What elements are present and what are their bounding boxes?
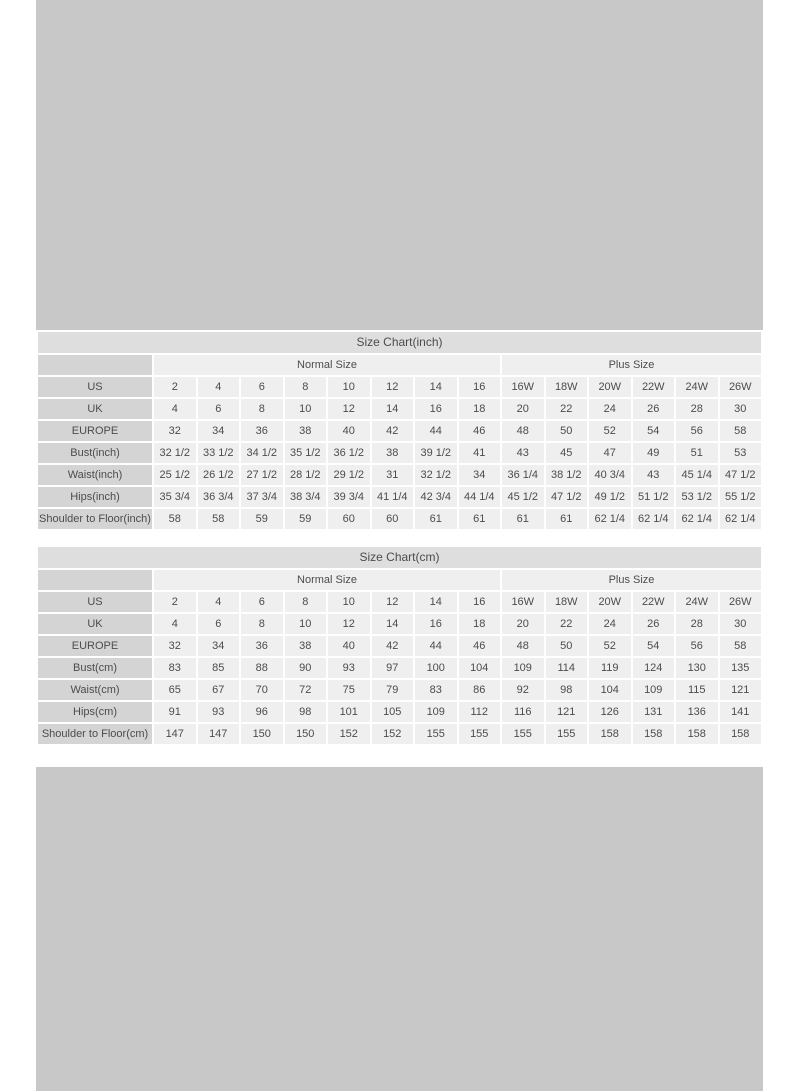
size-value: 27 1/2 — [241, 465, 283, 485]
size-value: 56 — [676, 636, 718, 656]
size-value: 12 — [328, 614, 370, 634]
size-value: 152 — [328, 724, 370, 744]
size-value: 4 — [154, 399, 196, 419]
size-value: 121 — [720, 680, 762, 700]
row-label: Shoulder to Floor(cm) — [38, 724, 152, 744]
size-value: 101 — [328, 702, 370, 722]
size-value: 83 — [154, 658, 196, 678]
table-row — [38, 680, 761, 700]
size-value: 26 1/2 — [198, 465, 240, 485]
size-value: 4 — [154, 614, 196, 634]
size-value: 105 — [372, 702, 414, 722]
size-value: 38 — [285, 421, 327, 441]
size-value: 38 — [372, 443, 414, 463]
size-value: 56 — [676, 421, 718, 441]
size-value: 53 1/2 — [676, 487, 718, 507]
size-value: 152 — [372, 724, 414, 744]
size-value: 26 — [633, 399, 675, 419]
size-value: 24 — [589, 399, 631, 419]
row-label: US — [38, 377, 152, 397]
size-value: 54 — [633, 421, 675, 441]
size-value: 16W — [502, 377, 544, 397]
size-value: 150 — [241, 724, 283, 744]
size-value: 61 — [459, 509, 501, 529]
size-value: 86 — [459, 680, 501, 700]
size-value: 104 — [589, 680, 631, 700]
size-value: 38 — [285, 636, 327, 656]
size-value: 131 — [633, 702, 675, 722]
size-value: 26W — [720, 592, 762, 612]
size-value: 53 — [720, 443, 762, 463]
size-value: 115 — [676, 680, 718, 700]
size-value: 155 — [459, 724, 501, 744]
group-header: Plus Size — [502, 355, 761, 375]
size-value: 58 — [720, 421, 762, 441]
size-value: 10 — [328, 592, 370, 612]
size-value: 59 — [285, 509, 327, 529]
size-value: 46 — [459, 636, 501, 656]
size-value: 12 — [372, 377, 414, 397]
size-value: 32 1/2 — [154, 443, 196, 463]
size-value: 36 — [241, 636, 283, 656]
size-value: 10 — [285, 614, 327, 634]
size-value: 98 — [546, 680, 588, 700]
size-value: 24 — [589, 614, 631, 634]
size-value: 18W — [546, 377, 588, 397]
table-title: Size Chart(cm) — [38, 547, 761, 568]
size-value: 8 — [241, 399, 283, 419]
size-value: 124 — [633, 658, 675, 678]
row-label: UK — [38, 399, 152, 419]
row-label: US — [38, 592, 152, 612]
size-value: 42 — [372, 421, 414, 441]
row-label: Hips(inch) — [38, 487, 152, 507]
size-value: 32 1/2 — [415, 465, 457, 485]
size-value: 147 — [154, 724, 196, 744]
table-row — [38, 465, 761, 485]
table-row — [38, 509, 761, 529]
size-value: 79 — [372, 680, 414, 700]
size-value: 48 — [502, 421, 544, 441]
size-value: 75 — [328, 680, 370, 700]
size-value: 39 3/4 — [328, 487, 370, 507]
row-label: UK — [38, 614, 152, 634]
size-value: 2 — [154, 377, 196, 397]
size-charts-section — [36, 330, 763, 767]
size-value: 119 — [589, 658, 631, 678]
size-value: 34 — [459, 465, 501, 485]
size-value: 14 — [372, 399, 414, 419]
size-value: 114 — [546, 658, 588, 678]
size-value: 24W — [676, 592, 718, 612]
size-value: 8 — [241, 614, 283, 634]
size-value: 41 1/4 — [372, 487, 414, 507]
size-value: 158 — [676, 724, 718, 744]
size-value: 6 — [241, 592, 283, 612]
size-value: 62 1/4 — [720, 509, 762, 529]
size-value: 93 — [328, 658, 370, 678]
size-chart-cm-table — [36, 568, 763, 746]
size-value: 44 1/4 — [459, 487, 501, 507]
size-value: 83 — [415, 680, 457, 700]
group-header-row — [38, 570, 761, 590]
size-value: 51 — [676, 443, 718, 463]
size-value: 54 — [633, 636, 675, 656]
size-value: 20 — [502, 614, 544, 634]
size-value: 18 — [459, 614, 501, 634]
row-label: Bust(cm) — [38, 658, 152, 678]
size-value: 49 — [633, 443, 675, 463]
size-value: 72 — [285, 680, 327, 700]
size-value: 10 — [285, 399, 327, 419]
size-value: 35 3/4 — [154, 487, 196, 507]
size-value: 104 — [459, 658, 501, 678]
size-value: 40 — [328, 421, 370, 441]
size-value: 39 1/2 — [415, 443, 457, 463]
size-value: 22 — [546, 614, 588, 634]
size-value: 42 3/4 — [415, 487, 457, 507]
group-header: Normal Size — [154, 570, 500, 590]
size-value: 10 — [328, 377, 370, 397]
size-value: 24W — [676, 377, 718, 397]
size-value: 41 — [459, 443, 501, 463]
table-row — [38, 636, 761, 656]
size-value: 6 — [241, 377, 283, 397]
size-value: 112 — [459, 702, 501, 722]
corner-cell — [38, 355, 152, 375]
size-value: 45 — [546, 443, 588, 463]
table-row — [38, 658, 761, 678]
size-value: 22W — [633, 592, 675, 612]
size-value: 47 — [589, 443, 631, 463]
size-value: 38 3/4 — [285, 487, 327, 507]
size-value: 52 — [589, 636, 631, 656]
size-value: 36 3/4 — [198, 487, 240, 507]
size-value: 155 — [502, 724, 544, 744]
size-value: 26 — [633, 614, 675, 634]
size-value: 47 1/2 — [546, 487, 588, 507]
size-value: 2 — [154, 592, 196, 612]
size-value: 49 1/2 — [589, 487, 631, 507]
table-row — [38, 399, 761, 419]
size-value: 4 — [198, 377, 240, 397]
size-value: 58 — [198, 509, 240, 529]
size-value: 58 — [154, 509, 196, 529]
table-row — [38, 421, 761, 441]
size-value: 158 — [720, 724, 762, 744]
size-value: 98 — [285, 702, 327, 722]
table-row — [38, 443, 761, 463]
size-value: 20W — [589, 592, 631, 612]
row-label: Waist(cm) — [38, 680, 152, 700]
size-value: 6 — [198, 399, 240, 419]
size-value: 136 — [676, 702, 718, 722]
size-value: 126 — [589, 702, 631, 722]
size-value: 59 — [241, 509, 283, 529]
size-value: 26W — [720, 377, 762, 397]
size-value: 109 — [415, 702, 457, 722]
size-value: 85 — [198, 658, 240, 678]
size-value: 28 1/2 — [285, 465, 327, 485]
size-value: 18W — [546, 592, 588, 612]
size-chart-cm — [36, 547, 763, 746]
size-value: 109 — [633, 680, 675, 700]
row-label: Bust(inch) — [38, 443, 152, 463]
size-value: 70 — [241, 680, 283, 700]
size-chart-inch — [36, 332, 763, 531]
table-title: Size Chart(inch) — [38, 332, 761, 353]
size-value: 61 — [546, 509, 588, 529]
table-row — [38, 487, 761, 507]
size-value: 61 — [415, 509, 457, 529]
size-value: 62 1/4 — [589, 509, 631, 529]
size-value: 12 — [372, 592, 414, 612]
size-value: 22W — [633, 377, 675, 397]
size-value: 60 — [328, 509, 370, 529]
size-value: 32 — [154, 421, 196, 441]
size-value: 61 — [502, 509, 544, 529]
row-label: Waist(inch) — [38, 465, 152, 485]
size-value: 18 — [459, 399, 501, 419]
size-value: 121 — [546, 702, 588, 722]
size-value: 55 1/2 — [720, 487, 762, 507]
size-value: 45 1/4 — [676, 465, 718, 485]
size-value: 20 — [502, 399, 544, 419]
row-label: EUROPE — [38, 421, 152, 441]
size-value: 31 — [372, 465, 414, 485]
size-value: 141 — [720, 702, 762, 722]
size-value: 12 — [328, 399, 370, 419]
size-value: 38 1/2 — [546, 465, 588, 485]
size-value: 147 — [198, 724, 240, 744]
size-value: 6 — [198, 614, 240, 634]
size-value: 62 1/4 — [633, 509, 675, 529]
size-value: 50 — [546, 421, 588, 441]
size-value: 33 1/2 — [198, 443, 240, 463]
size-value: 44 — [415, 421, 457, 441]
size-value: 45 1/2 — [502, 487, 544, 507]
table-row — [38, 702, 761, 722]
size-value: 34 — [198, 636, 240, 656]
size-value: 58 — [720, 636, 762, 656]
size-value: 40 — [328, 636, 370, 656]
size-value: 50 — [546, 636, 588, 656]
group-header: Plus Size — [502, 570, 761, 590]
size-value: 97 — [372, 658, 414, 678]
size-value: 16 — [459, 592, 501, 612]
size-value: 25 1/2 — [154, 465, 196, 485]
group-header: Normal Size — [154, 355, 500, 375]
size-value: 150 — [285, 724, 327, 744]
size-value: 93 — [198, 702, 240, 722]
size-value: 92 — [502, 680, 544, 700]
size-value: 40 3/4 — [589, 465, 631, 485]
size-value: 100 — [415, 658, 457, 678]
size-value: 65 — [154, 680, 196, 700]
size-value: 43 — [502, 443, 544, 463]
size-value: 14 — [415, 377, 457, 397]
group-header-row — [38, 355, 761, 375]
corner-cell — [38, 570, 152, 590]
size-value: 47 1/2 — [720, 465, 762, 485]
table-row — [38, 592, 761, 612]
size-value: 60 — [372, 509, 414, 529]
size-value: 28 — [676, 399, 718, 419]
size-chart-inch-table — [36, 353, 763, 531]
size-value: 158 — [633, 724, 675, 744]
size-value: 16 — [415, 399, 457, 419]
size-value: 20W — [589, 377, 631, 397]
size-value: 155 — [415, 724, 457, 744]
size-value: 16 — [459, 377, 501, 397]
size-value: 22 — [546, 399, 588, 419]
size-value: 43 — [633, 465, 675, 485]
size-value: 62 1/4 — [676, 509, 718, 529]
size-value: 30 — [720, 614, 762, 634]
row-label: Hips(cm) — [38, 702, 152, 722]
size-value: 155 — [546, 724, 588, 744]
size-value: 28 — [676, 614, 718, 634]
row-label: EUROPE — [38, 636, 152, 656]
size-value: 44 — [415, 636, 457, 656]
table-row — [38, 377, 761, 397]
size-value: 14 — [415, 592, 457, 612]
size-value: 90 — [285, 658, 327, 678]
size-value: 88 — [241, 658, 283, 678]
row-label: Shoulder to Floor(inch) — [38, 509, 152, 529]
size-value: 8 — [285, 377, 327, 397]
table-row — [38, 724, 761, 744]
size-value: 16W — [502, 592, 544, 612]
size-value: 16 — [415, 614, 457, 634]
size-value: 67 — [198, 680, 240, 700]
size-value: 36 1/4 — [502, 465, 544, 485]
size-value: 30 — [720, 399, 762, 419]
size-value: 96 — [241, 702, 283, 722]
size-value: 34 — [198, 421, 240, 441]
size-value: 32 — [154, 636, 196, 656]
size-value: 52 — [589, 421, 631, 441]
size-value: 36 — [241, 421, 283, 441]
size-value: 37 3/4 — [241, 487, 283, 507]
size-value: 46 — [459, 421, 501, 441]
size-value: 130 — [676, 658, 718, 678]
size-value: 51 1/2 — [633, 487, 675, 507]
size-value: 36 1/2 — [328, 443, 370, 463]
size-value: 14 — [372, 614, 414, 634]
size-value: 8 — [285, 592, 327, 612]
size-value: 116 — [502, 702, 544, 722]
size-value: 158 — [589, 724, 631, 744]
size-value: 109 — [502, 658, 544, 678]
size-value: 29 1/2 — [328, 465, 370, 485]
size-value: 42 — [372, 636, 414, 656]
size-value: 91 — [154, 702, 196, 722]
size-value: 4 — [198, 592, 240, 612]
table-row — [38, 614, 761, 634]
size-value: 35 1/2 — [285, 443, 327, 463]
size-value: 34 1/2 — [241, 443, 283, 463]
size-value: 48 — [502, 636, 544, 656]
size-value: 135 — [720, 658, 762, 678]
